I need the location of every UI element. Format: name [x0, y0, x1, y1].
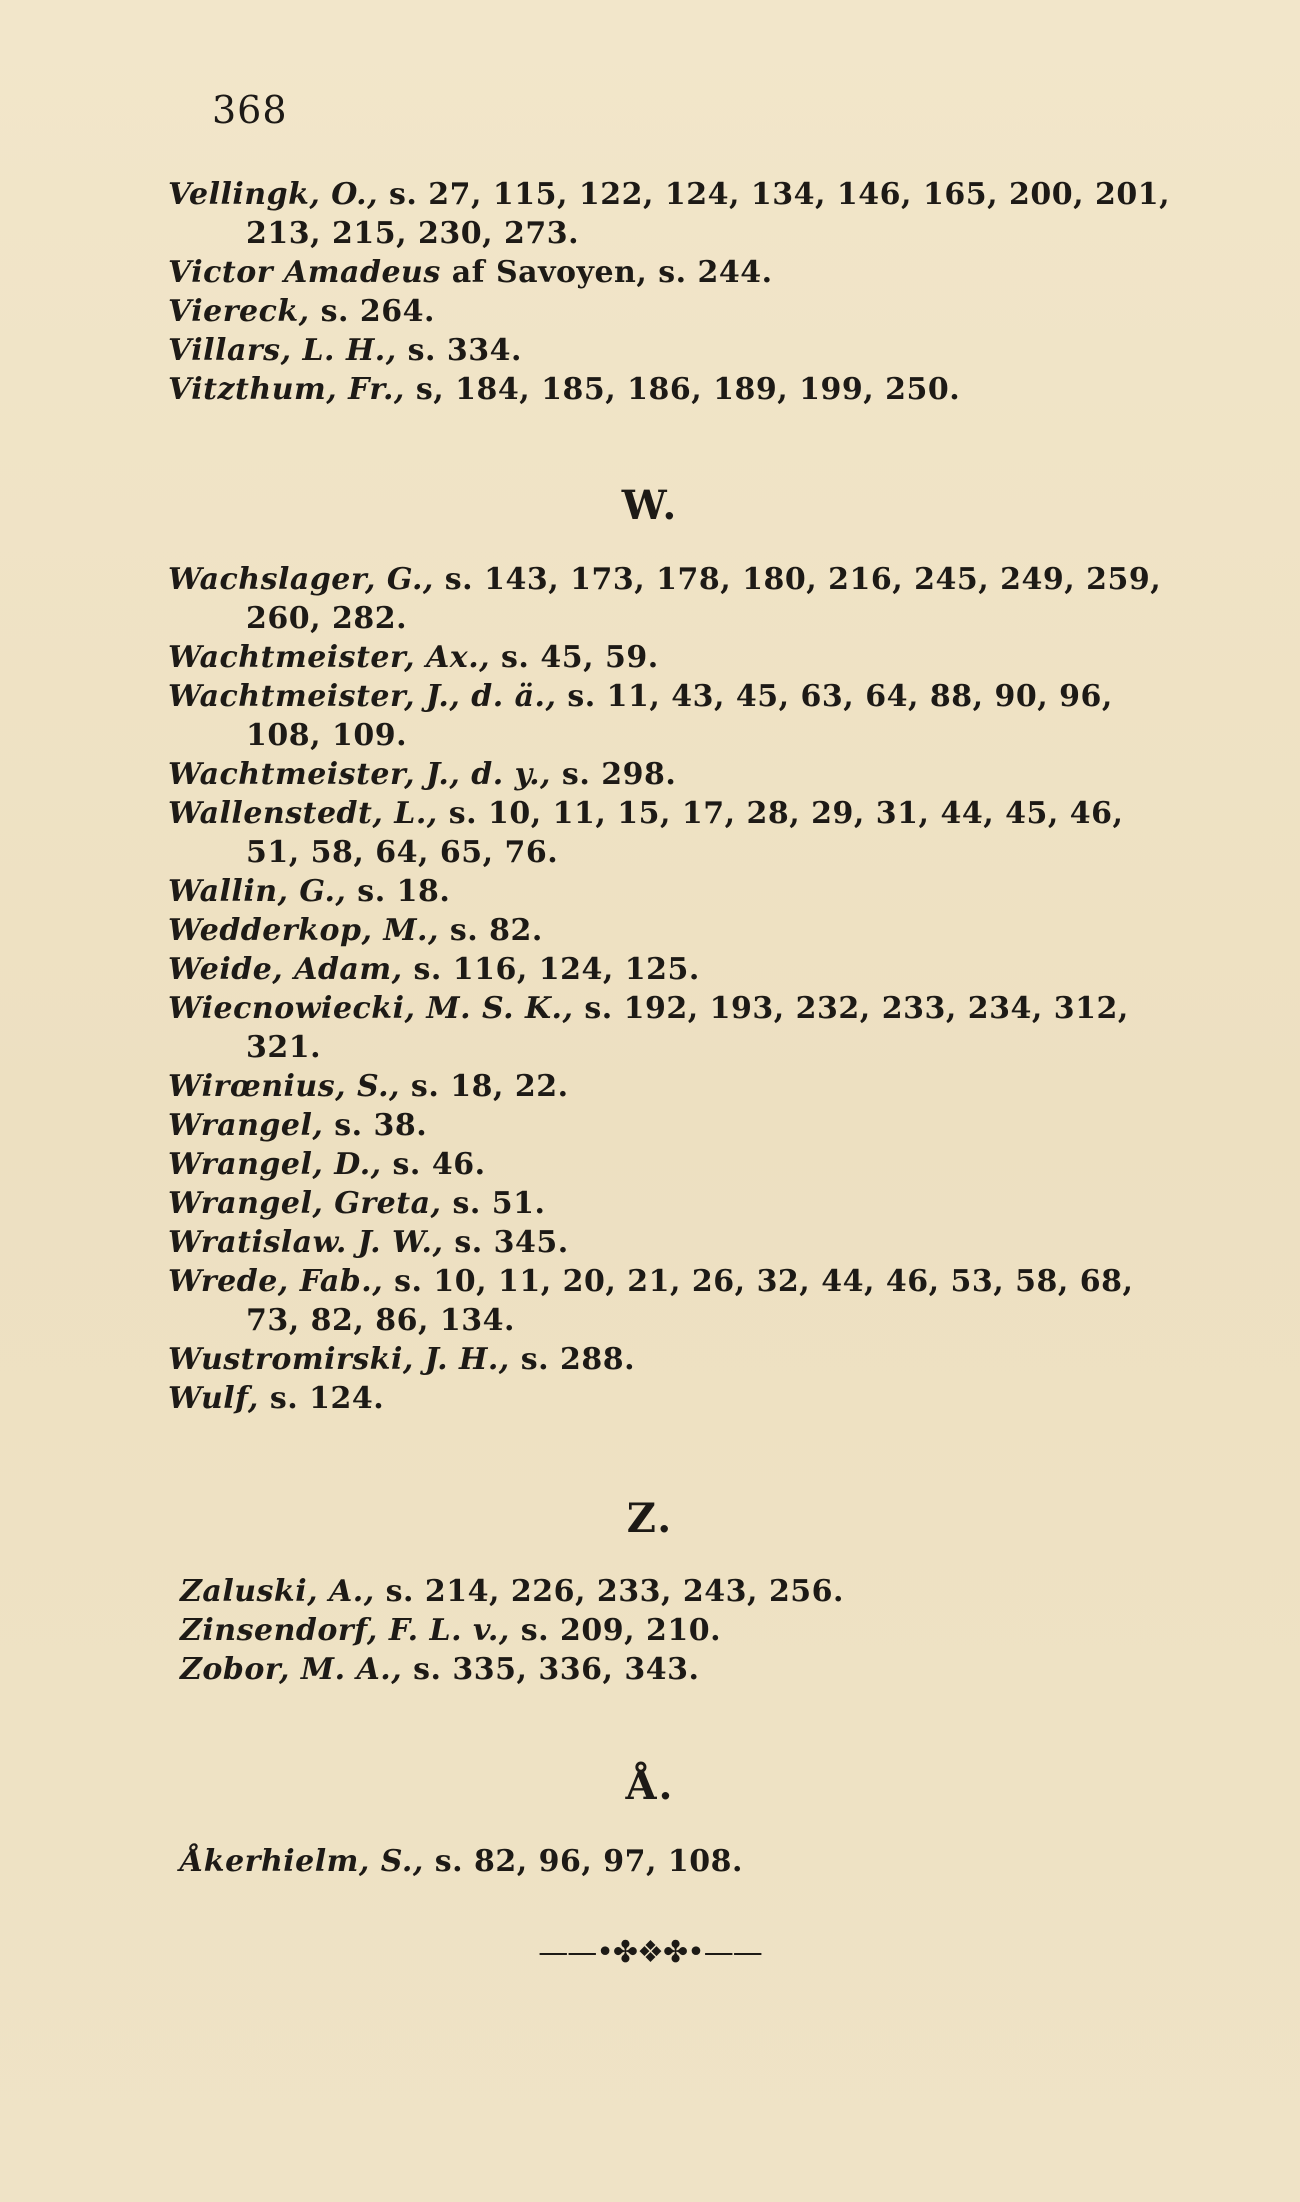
index-entry: Zobor, M. A., s. 335, 336, 343. [180, 1652, 700, 1687]
z-section [180, 1572, 1240, 1689]
index-entry: Wulf, s. 124. [168, 1381, 385, 1416]
index-entry: Wrangel, D., s. 46. [168, 1147, 486, 1182]
index-entry: Villars, L. H., s. 334. [168, 333, 522, 368]
index-entry: Wrangel, s. 38. [168, 1108, 428, 1143]
index-entry: Zinsendorf, F. L. v., s. 209, 210. [180, 1613, 722, 1648]
index-entry: Wustromirski, J. H., s. 288. [168, 1342, 636, 1377]
w-section [168, 560, 1228, 1418]
index-entry: Wrede, Fab., s. 10, 11, 20, 21, 26, 32, 44, 46, 53, 58, 68, 73, 82, 86, 134. [168, 1264, 1134, 1338]
page-number: 368 [212, 88, 288, 132]
index-entry: Wratislaw. J. W., s. 345. [168, 1225, 569, 1260]
section-letter-w: W. [621, 482, 679, 529]
index-entry: Wallenstedt, L., s. 10, 11, 15, 17, 28, 29, 31, 44, 45, 46, 51, 58, 64, 65, 76. [168, 796, 1124, 870]
index-entry: Viereck, s. 264. [168, 294, 435, 329]
index-entry: Wallin, G., s. 18. [168, 874, 451, 909]
a-ring-section [180, 1842, 1240, 1881]
section-letter-z: Z. [626, 1495, 674, 1542]
index-entry: Wachslager, G., s. 143, 173, 178, 180, 216, 245, 249, 259, 260, 282. [168, 562, 1162, 636]
index-entry: Victor Amadeus af Savoyen, s. 244. [168, 255, 773, 290]
section-letter-a-ring: Å. [625, 1762, 675, 1809]
index-entry: Wedderkop, M., s. 82. [168, 913, 543, 948]
index-entry: Wirœnius, S., s. 18, 22. [168, 1069, 569, 1104]
index-entry: Vitzthum, Fr., s, 184, 185, 186, 189, 199, 250. [168, 372, 961, 407]
index-entry: Wachtmeister, J., d. ä., s. 11, 43, 45, 63, 64, 88, 90, 96, 108, 109. [168, 679, 1113, 753]
index-entry: Zaluski, A., s. 214, 226, 233, 243, 256. [180, 1574, 845, 1609]
index-entry: Wrangel, Greta, s. 51. [168, 1186, 546, 1221]
index-entry: Vellingk, O., s. 27, 115, 122, 124, 134, 146, 165, 200, 201, 213, 215, 230, 273. [168, 177, 1171, 251]
v-section [168, 175, 1228, 409]
index-entry: Wachtmeister, J., d. y., s. 298. [168, 757, 677, 792]
index-entry: Åkerhielm, S., s. 82, 96, 97, 108. [180, 1844, 743, 1879]
index-entry: Wachtmeister, Ax., s. 45, 59. [168, 640, 659, 675]
index-entry: Weide, Adam, s. 116, 124, 125. [168, 952, 700, 987]
index-entry: Wiecnowiecki, M. S. K., s. 192, 193, 232, 233, 234, 312, 321. [168, 991, 1129, 1065]
end-ornament: ——•✤❖✤•—— [538, 1935, 762, 1970]
